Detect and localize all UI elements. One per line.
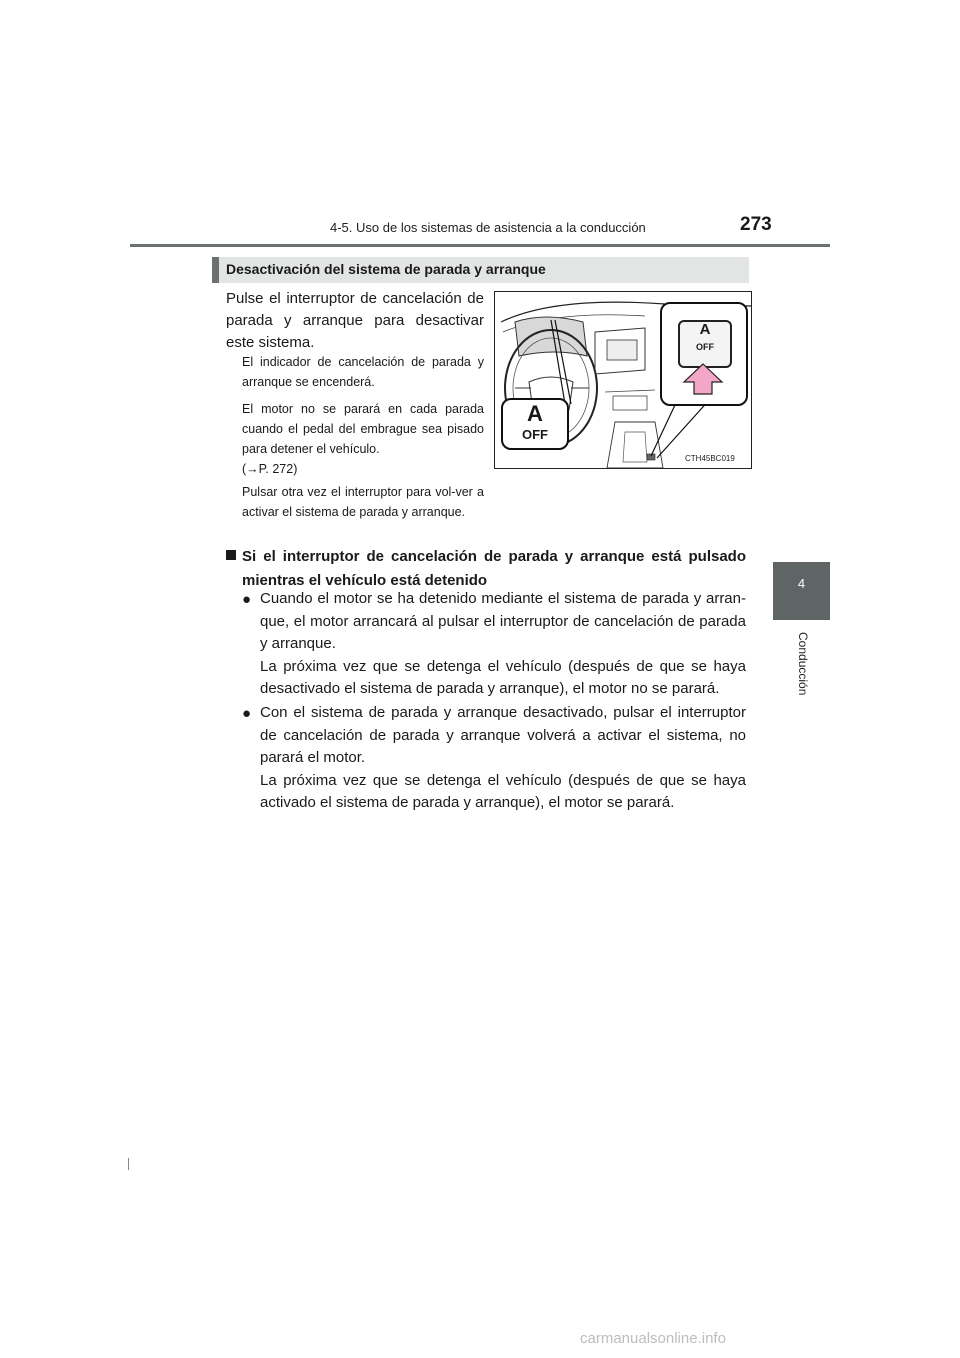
- bullet-text: Cuando el motor se ha detenido mediante el sistema de parada y arran-que, el motor arrancará al pulsar el interruptor de cancelación de parada y arranque.: [260, 590, 746, 652]
- chapter-tab: [773, 562, 830, 620]
- lead-text: Pulse el interruptor de cancelación de parada y arranque para desactivar este sistema.: [226, 290, 484, 351]
- bullet-detail: La próxima vez que se detenga el vehículo (después de que se haya desactivado el sistema de parada y arranque), el motor no se parará.: [260, 657, 746, 697]
- note-clutch-ref: (→P. 272): [242, 462, 298, 476]
- chapter-tab-label: Conducción: [796, 632, 810, 696]
- header-section-title: 4-5. Uso de los sistemas de asistencia a la conducción: [330, 220, 646, 235]
- note-reactivate: Pulsar otra vez el interruptor para vol-ver a activar el sistema de parada y arranque.: [242, 485, 484, 519]
- off-label-closeup: OFF: [522, 427, 548, 442]
- bullet-detail: La próxima vez que se detenga el vehículo (después de que se haya activado el sistema de parada y arranque), el motor se parará.: [260, 771, 746, 811]
- section-heading: [212, 257, 749, 283]
- subheading: [226, 545, 746, 593]
- auto-stop-icon: A: [699, 321, 711, 338]
- off-label: OFF: [696, 342, 714, 352]
- illustration-code: CTH45BC019: [685, 454, 735, 463]
- zoom-callout: [660, 302, 748, 406]
- bullet-item: [242, 588, 746, 701]
- bullet-dot-icon: ●: [242, 705, 252, 722]
- note-clutch-text: El motor no se parará en cada parada cuando el pedal del embrague sea pisado para detener el vehículo.: [242, 402, 484, 456]
- note-clutch: [242, 399, 484, 479]
- page-number: 273: [740, 214, 772, 235]
- margin-tick: [128, 1158, 129, 1170]
- subheading-square-icon: [226, 550, 236, 560]
- switch-closeup: [501, 398, 569, 450]
- chapter-tab-number: 4: [797, 576, 806, 591]
- section-heading-bar: [212, 257, 219, 283]
- bullet-dot-icon: ●: [242, 591, 252, 608]
- watermark: carmanualsonline.info: [580, 1330, 726, 1347]
- dashboard-illustration: [494, 291, 752, 469]
- section-heading-title: Desactivación del sistema de parada y arranque: [226, 261, 546, 277]
- header-rule: [130, 244, 830, 247]
- note-indicator: El indicador de cancelación de parada y arranque se encenderá.: [242, 355, 484, 389]
- subheading-text: Si el interruptor de cancelación de parada y arranque está pulsado mientras el vehículo está detenido: [242, 548, 746, 589]
- bullet-text: Con el sistema de parada y arranque desactivado, pulsar el interruptor de cancelación de parada y arranque volverá a activar el sistema, no parará el motor.: [260, 704, 746, 766]
- bullet-item: [242, 702, 746, 815]
- press-arrow-icon: [682, 362, 724, 396]
- auto-stop-icon-closeup: A: [527, 401, 543, 426]
